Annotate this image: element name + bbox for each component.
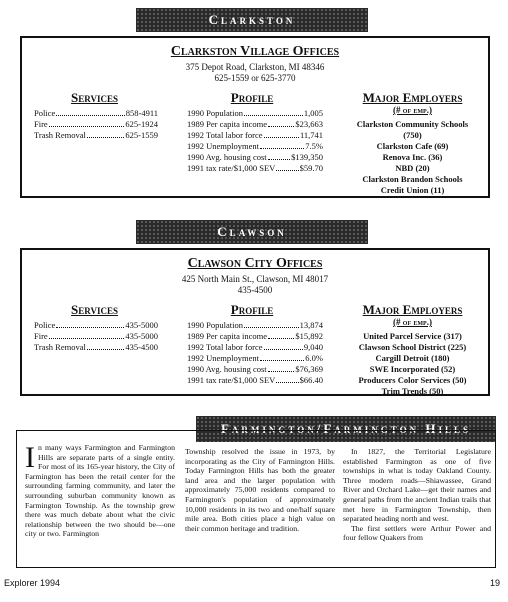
clawson-profile-row: 1991 tax rate/$1,000 SEV $66.40 <box>187 375 323 385</box>
clawson-office-title: Clawson City Offices <box>187 256 323 271</box>
clarkston-employer: (750) <box>403 130 422 140</box>
page-number: 19 <box>489 578 500 588</box>
clarkston-profile-row: 1989 Per capita income $23,663 <box>187 119 323 129</box>
clarkston-employer: Clarkston Cafe (69) <box>376 141 449 151</box>
clarkston-profile-row: 1992 Unemployment 7.5% <box>187 141 323 151</box>
clarkston-services-heading: Services <box>71 90 118 105</box>
clawson-employers-sub: (# of emp.) <box>393 317 432 327</box>
clarkston-employer: NBD (20) <box>395 163 430 173</box>
clawson-profile-heading: Profile <box>230 302 274 317</box>
clawson-profile-row: 1989 Per capita income $15,892 <box>187 331 323 341</box>
clarkston-profile-row: 1990 Population 1,005 <box>187 108 323 118</box>
clarkston-employer: Credit Union (11) <box>380 185 445 195</box>
clawson-service-row: Trash Removal 435-4500 <box>34 342 158 352</box>
clarkston-profile-row: 1992 Total labor force 11,741 <box>187 130 323 140</box>
clarkston-box <box>20 36 490 198</box>
clawson-employer: Producers Color Services (50) <box>358 375 467 385</box>
article-column-2: Township resolved the issue in 1973, by incorporating as the City of Farmington Hills. Today Farmington Hills has both the greater land area and the larger population with approximately 75,000 residents compared to Farmington's population of approximately 10,000 residents in its two and one/half square mile area. Both cities place a high value on their common heritage and tradition. <box>185 447 335 533</box>
clawson-service-row: Fire 435-5000 <box>34 331 158 341</box>
clarkston-office-title: Clarkston Village Offices <box>170 44 340 59</box>
footer-publication: Explorer 1994 <box>4 578 61 588</box>
clawson-employer: Trim Trends (50) <box>381 386 444 396</box>
clawson-box <box>20 248 490 396</box>
clawson-employers-heading: Major Employers <box>362 302 463 317</box>
clarkston-employer: Clarkston Brandon Schools <box>362 174 463 184</box>
clarkston-phone: 625-1559 or 625-3770 <box>214 73 296 83</box>
article-column-1: In many ways Farmington and Farmington Hills are separate parts of a single entity. For most of its 165-year history, the City of Farmington has been the retail center for the surrounding farming community, and later the surrounding suburban community known as Farmington Township. As the township grew there was much debate about what the civic relationship between the two should be—one city or two. Farmington <box>25 441 175 539</box>
farmington-banner: Farmington/Farmington Hills <box>196 416 496 442</box>
clarkston-employer: Renova Inc. (36) <box>382 152 443 162</box>
clarkston-employers-heading: Major Employers <box>362 90 463 105</box>
clawson-profile-row: 1992 Total labor force 9,040 <box>187 342 323 352</box>
clarkston-profile-row: 1991 tax rate/$1,000 SEV $59.70 <box>187 163 323 173</box>
article-column-3: In 1827, the Territorial Legislature established Farmington as one of five townships in what is today Oakland County. Three modern roads—Shiawassee, Grand River and Orchard Lake—get their names and general paths from the ancient Indian trails that met here in Farmington Township, then separated heading north and west. The first settlers were Arthur Power and four fellow Quakers from <box>343 447 491 543</box>
clarkston-employers-sub: (# of emp.) <box>393 105 432 115</box>
clarkston-profile-row: 1990 Avg. housing cost $139,350 <box>187 152 323 162</box>
clawson-profile-row: 1990 Avg. housing cost $76,369 <box>187 364 323 374</box>
clawson-profile-row: 1990 Population 13,874 <box>187 320 323 330</box>
clawson-banner: Clawson <box>136 220 368 244</box>
drop-cap: I <box>25 441 35 474</box>
clarkston-service-row: Trash Removal 625-1559 <box>34 130 158 140</box>
clarkston-banner: Clarkston <box>136 8 368 32</box>
clawson-employer: United Parcel Service (317) <box>363 331 462 341</box>
clarkston-profile-heading: Profile <box>230 90 274 105</box>
clawson-service-row: Police 435-5000 <box>34 320 158 330</box>
clarkston-address: 375 Depot Road, Clarkston, MI 48346 <box>185 62 325 72</box>
farmington-article <box>16 430 496 568</box>
clawson-address: 425 North Main St., Clawson, MI 48017 <box>181 274 329 284</box>
clawson-employer: SWE Incorporated (52) <box>369 364 456 374</box>
clarkston-employer: Clarkston Community Schools <box>356 119 469 129</box>
clarkston-service-row: Fire 625-1924 <box>34 119 158 129</box>
clawson-profile-row: 1992 Unemployment 6.0% <box>187 353 323 363</box>
clawson-phone: 435-4500 <box>237 285 273 295</box>
clawson-services-heading: Services <box>71 302 118 317</box>
clawson-employer: Cargill Detroit (180) <box>375 353 450 363</box>
clawson-employer: Clawson School District (225) <box>358 342 467 352</box>
clarkston-service-row: Police 858-4911 <box>34 108 158 118</box>
